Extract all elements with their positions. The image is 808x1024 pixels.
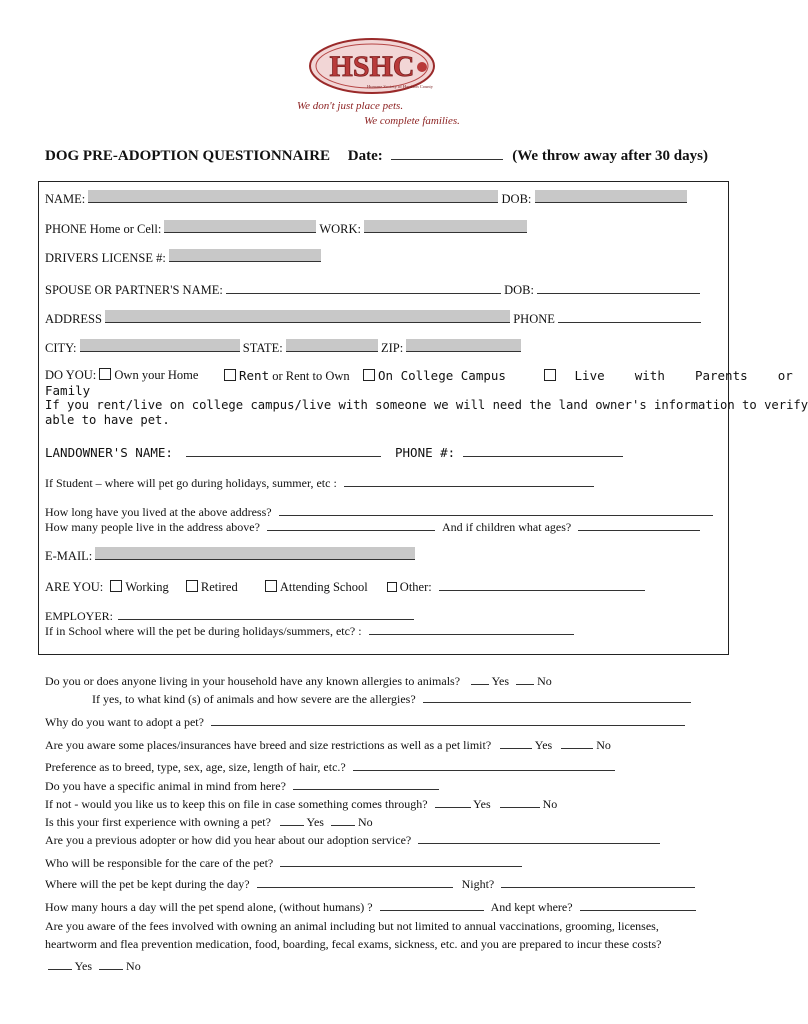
fees-no-field[interactable] [99, 956, 123, 970]
landowner-name-field[interactable] [186, 443, 381, 457]
phone-row [45, 220, 527, 237]
form-title-row [45, 146, 708, 165]
fees-question-2: heartworm and flea prevention medication, food, boarding, fecal exams, sickness, etc. and you are prepared to incur these costs? [45, 937, 662, 951]
preference-field[interactable] [353, 757, 615, 771]
logo-org-line: Humane Society of Harrison County [367, 84, 433, 89]
first-row [45, 812, 373, 830]
school-field[interactable] [369, 621, 574, 635]
own-home-checkbox[interactable] [99, 368, 111, 380]
state-field[interactable] [286, 339, 378, 352]
other-label: Other: [399, 580, 432, 594]
email-label: E-MAIL: [45, 549, 93, 563]
first-question: Is this your first experience with owning a pet? [45, 815, 271, 829]
student-row [45, 473, 594, 491]
city-field[interactable] [80, 339, 240, 352]
why-field[interactable] [211, 712, 685, 726]
logo-tagline-2: We complete families. [364, 115, 460, 127]
school-question: If in School where will the pet be during holidays/summers, etc? : [45, 624, 362, 638]
allergies-kind-row [92, 689, 691, 707]
responsible-row [45, 853, 522, 871]
how-long-question: How long have you lived at the above address? [45, 505, 272, 519]
hshc-logo [296, 36, 480, 136]
spouse-dob-field[interactable] [537, 280, 700, 294]
logo-tagline-1: We don't just place pets. [296, 100, 404, 112]
rent-option [224, 368, 350, 384]
fees-yes-field[interactable] [48, 956, 72, 970]
rent-word: Rent [239, 368, 270, 383]
restrictions-row [45, 735, 611, 753]
allergies-yes-field[interactable] [471, 671, 489, 685]
attending-label: Attending School [279, 580, 368, 594]
phone-field[interactable] [164, 220, 316, 233]
address-label: ADDRESS [45, 312, 102, 326]
first-no-label: No [357, 815, 373, 829]
allergies-yes-label: Yes [491, 674, 510, 688]
why-question: Why do you want to adopt a pet? [45, 715, 204, 729]
city-row [45, 339, 521, 356]
city-label: CITY: [45, 341, 77, 355]
why-row [45, 712, 685, 730]
children-field[interactable] [578, 517, 700, 531]
phone-label: PHONE Home or Cell: [45, 222, 162, 236]
other-field[interactable] [439, 577, 645, 591]
file-question: If not - would you like us to keep this on file in case something comes through? [45, 797, 428, 811]
do-you-label: DO YOU: [45, 368, 97, 382]
state-label: STATE: [242, 341, 283, 355]
other-checkbox[interactable] [387, 582, 397, 592]
fees-no-label: No [126, 959, 141, 973]
landowner-phone-field[interactable] [463, 443, 623, 457]
parents-label: Live with Parents or [574, 368, 793, 383]
file-yes-label: Yes [473, 797, 491, 811]
license-label: DRIVERS LICENSE #: [45, 251, 166, 265]
name-field[interactable] [88, 190, 498, 203]
how-long-field[interactable] [279, 502, 713, 516]
landowner-row [45, 443, 623, 460]
student-field[interactable] [344, 473, 594, 487]
retention-note: (We throw away after 30 days) [512, 148, 708, 164]
file-row [45, 794, 557, 812]
how-many-field[interactable] [267, 517, 435, 531]
address-row [45, 309, 701, 327]
address-phone-label: PHONE [513, 312, 555, 326]
license-row [45, 249, 321, 266]
specific-question: Do you have a specific animal in mind from here? [45, 779, 286, 793]
work-phone-field[interactable] [364, 220, 527, 233]
college-label: On College Campus [378, 368, 506, 383]
name-label: NAME: [45, 192, 86, 206]
employer-label: EMPLOYER: [45, 609, 114, 623]
hours-row [45, 897, 696, 915]
restrictions-yes-label: Yes [534, 738, 553, 752]
working-checkbox[interactable] [110, 580, 122, 592]
landowner-name-label: LANDOWNER'S NAME: [45, 445, 173, 460]
spouse-dob-label: DOB: [504, 283, 534, 297]
restrictions-no-label: No [596, 738, 611, 752]
file-no-field[interactable] [500, 794, 540, 808]
address-phone-field[interactable] [558, 309, 701, 323]
previous-question: Are you a previous adopter or how did you hear about our adoption service? [45, 833, 412, 847]
rent-checkbox[interactable] [224, 369, 236, 381]
dob-label: DOB: [501, 192, 532, 206]
working-label: Working [125, 580, 169, 594]
first-yes-field[interactable] [280, 812, 304, 826]
college-checkbox[interactable] [363, 369, 375, 381]
parents-option [544, 368, 793, 383]
hours-field[interactable] [380, 897, 484, 911]
preference-question: Preference as to breed, type, sex, age, size, length of hair, etc.? [45, 760, 346, 774]
night-label: Night? [461, 877, 495, 891]
children-question: And if children what ages? [441, 520, 572, 534]
how-many-question: How many people live in the address above? [45, 520, 260, 534]
dob-field[interactable] [535, 190, 687, 203]
kept-question: Where will the pet be kept during the day? [45, 877, 250, 891]
own-home-label: Own your Home [114, 368, 199, 382]
restrictions-question: Are you aware some places/insurances have breed and size restrictions as well as a pet limit? [45, 738, 492, 752]
first-yes-label: Yes [306, 815, 324, 829]
previous-row [45, 830, 660, 848]
allergies-question: Do you or does anyone living in your household have any known allergies to animals? [45, 674, 461, 688]
do-you-row [45, 368, 198, 383]
kept-where-field[interactable] [580, 897, 696, 911]
file-no-label: No [542, 797, 558, 811]
specific-row [45, 776, 439, 794]
are-you-row [45, 577, 645, 595]
date-field[interactable] [391, 146, 503, 160]
retired-label: Retired [200, 580, 238, 594]
landowner-note-1: If you rent/live on college campus/live with someone we will need the land owner's information to verify [45, 398, 808, 412]
preference-row [45, 757, 615, 775]
school-row [45, 621, 574, 639]
allergies-no-label: No [537, 674, 552, 688]
hours-question: How many hours a day will the pet spend alone, (without humans) ? [45, 900, 373, 914]
email-row [45, 547, 415, 564]
kept-field[interactable] [257, 874, 453, 888]
college-option [363, 368, 506, 383]
employer-field[interactable] [118, 606, 414, 620]
form-title: DOG PRE-ADOPTION QUESTIONNAIRE [45, 148, 331, 164]
name-row [45, 190, 687, 207]
zip-field[interactable] [406, 339, 521, 352]
rent-rest: or Rent to Own [272, 369, 350, 383]
responsible-question: Who will be responsible for the care of the pet? [45, 856, 274, 870]
spouse-field[interactable] [226, 280, 501, 294]
how-many-row [45, 517, 700, 535]
kept-where-label: And kept where? [490, 900, 573, 914]
license-field[interactable] [169, 249, 321, 262]
family-label: Family [45, 383, 91, 398]
spouse-label: SPOUSE OR PARTNER'S NAME: [45, 283, 223, 297]
address-field[interactable] [105, 310, 510, 323]
allergies-kind-question: If yes, to what kind (s) of animals and how severe are the allergies? [92, 692, 416, 706]
kept-row [45, 874, 695, 892]
spouse-row [45, 280, 700, 298]
work-label: WORK: [319, 222, 362, 236]
file-yes-field[interactable] [435, 794, 471, 808]
night-field[interactable] [501, 874, 695, 888]
responsible-field[interactable] [280, 853, 522, 867]
logo-brand: HSHC [329, 50, 415, 83]
date-label: Date: [347, 148, 383, 164]
email-field[interactable] [95, 547, 415, 560]
first-no-field[interactable] [331, 812, 355, 826]
zip-label: ZIP: [380, 341, 404, 355]
allergies-no-field[interactable] [516, 671, 534, 685]
student-question: If Student – where will pet go during holidays, summer, etc : [45, 476, 337, 490]
fees-answer-row [48, 956, 141, 974]
landowner-phone-label: PHONE #: [395, 445, 456, 460]
specific-field[interactable] [293, 776, 439, 790]
attending-checkbox[interactable] [265, 580, 277, 592]
restrictions-no-field[interactable] [561, 735, 593, 749]
fees-yes-label: Yes [74, 959, 93, 973]
landowner-note-2: able to have pet. [45, 413, 170, 427]
fees-question-1: Are you aware of the fees involved with owning an animal including but not limited to annual vaccinations, grooming, licenses, [45, 919, 659, 933]
allergies-row [45, 671, 552, 689]
previous-field[interactable] [418, 830, 660, 844]
parents-checkbox[interactable] [544, 369, 556, 381]
retired-checkbox[interactable] [186, 580, 198, 592]
restrictions-yes-field[interactable] [500, 735, 532, 749]
allergies-kind-field[interactable] [423, 689, 691, 703]
are-you-label: ARE YOU: [45, 580, 104, 594]
